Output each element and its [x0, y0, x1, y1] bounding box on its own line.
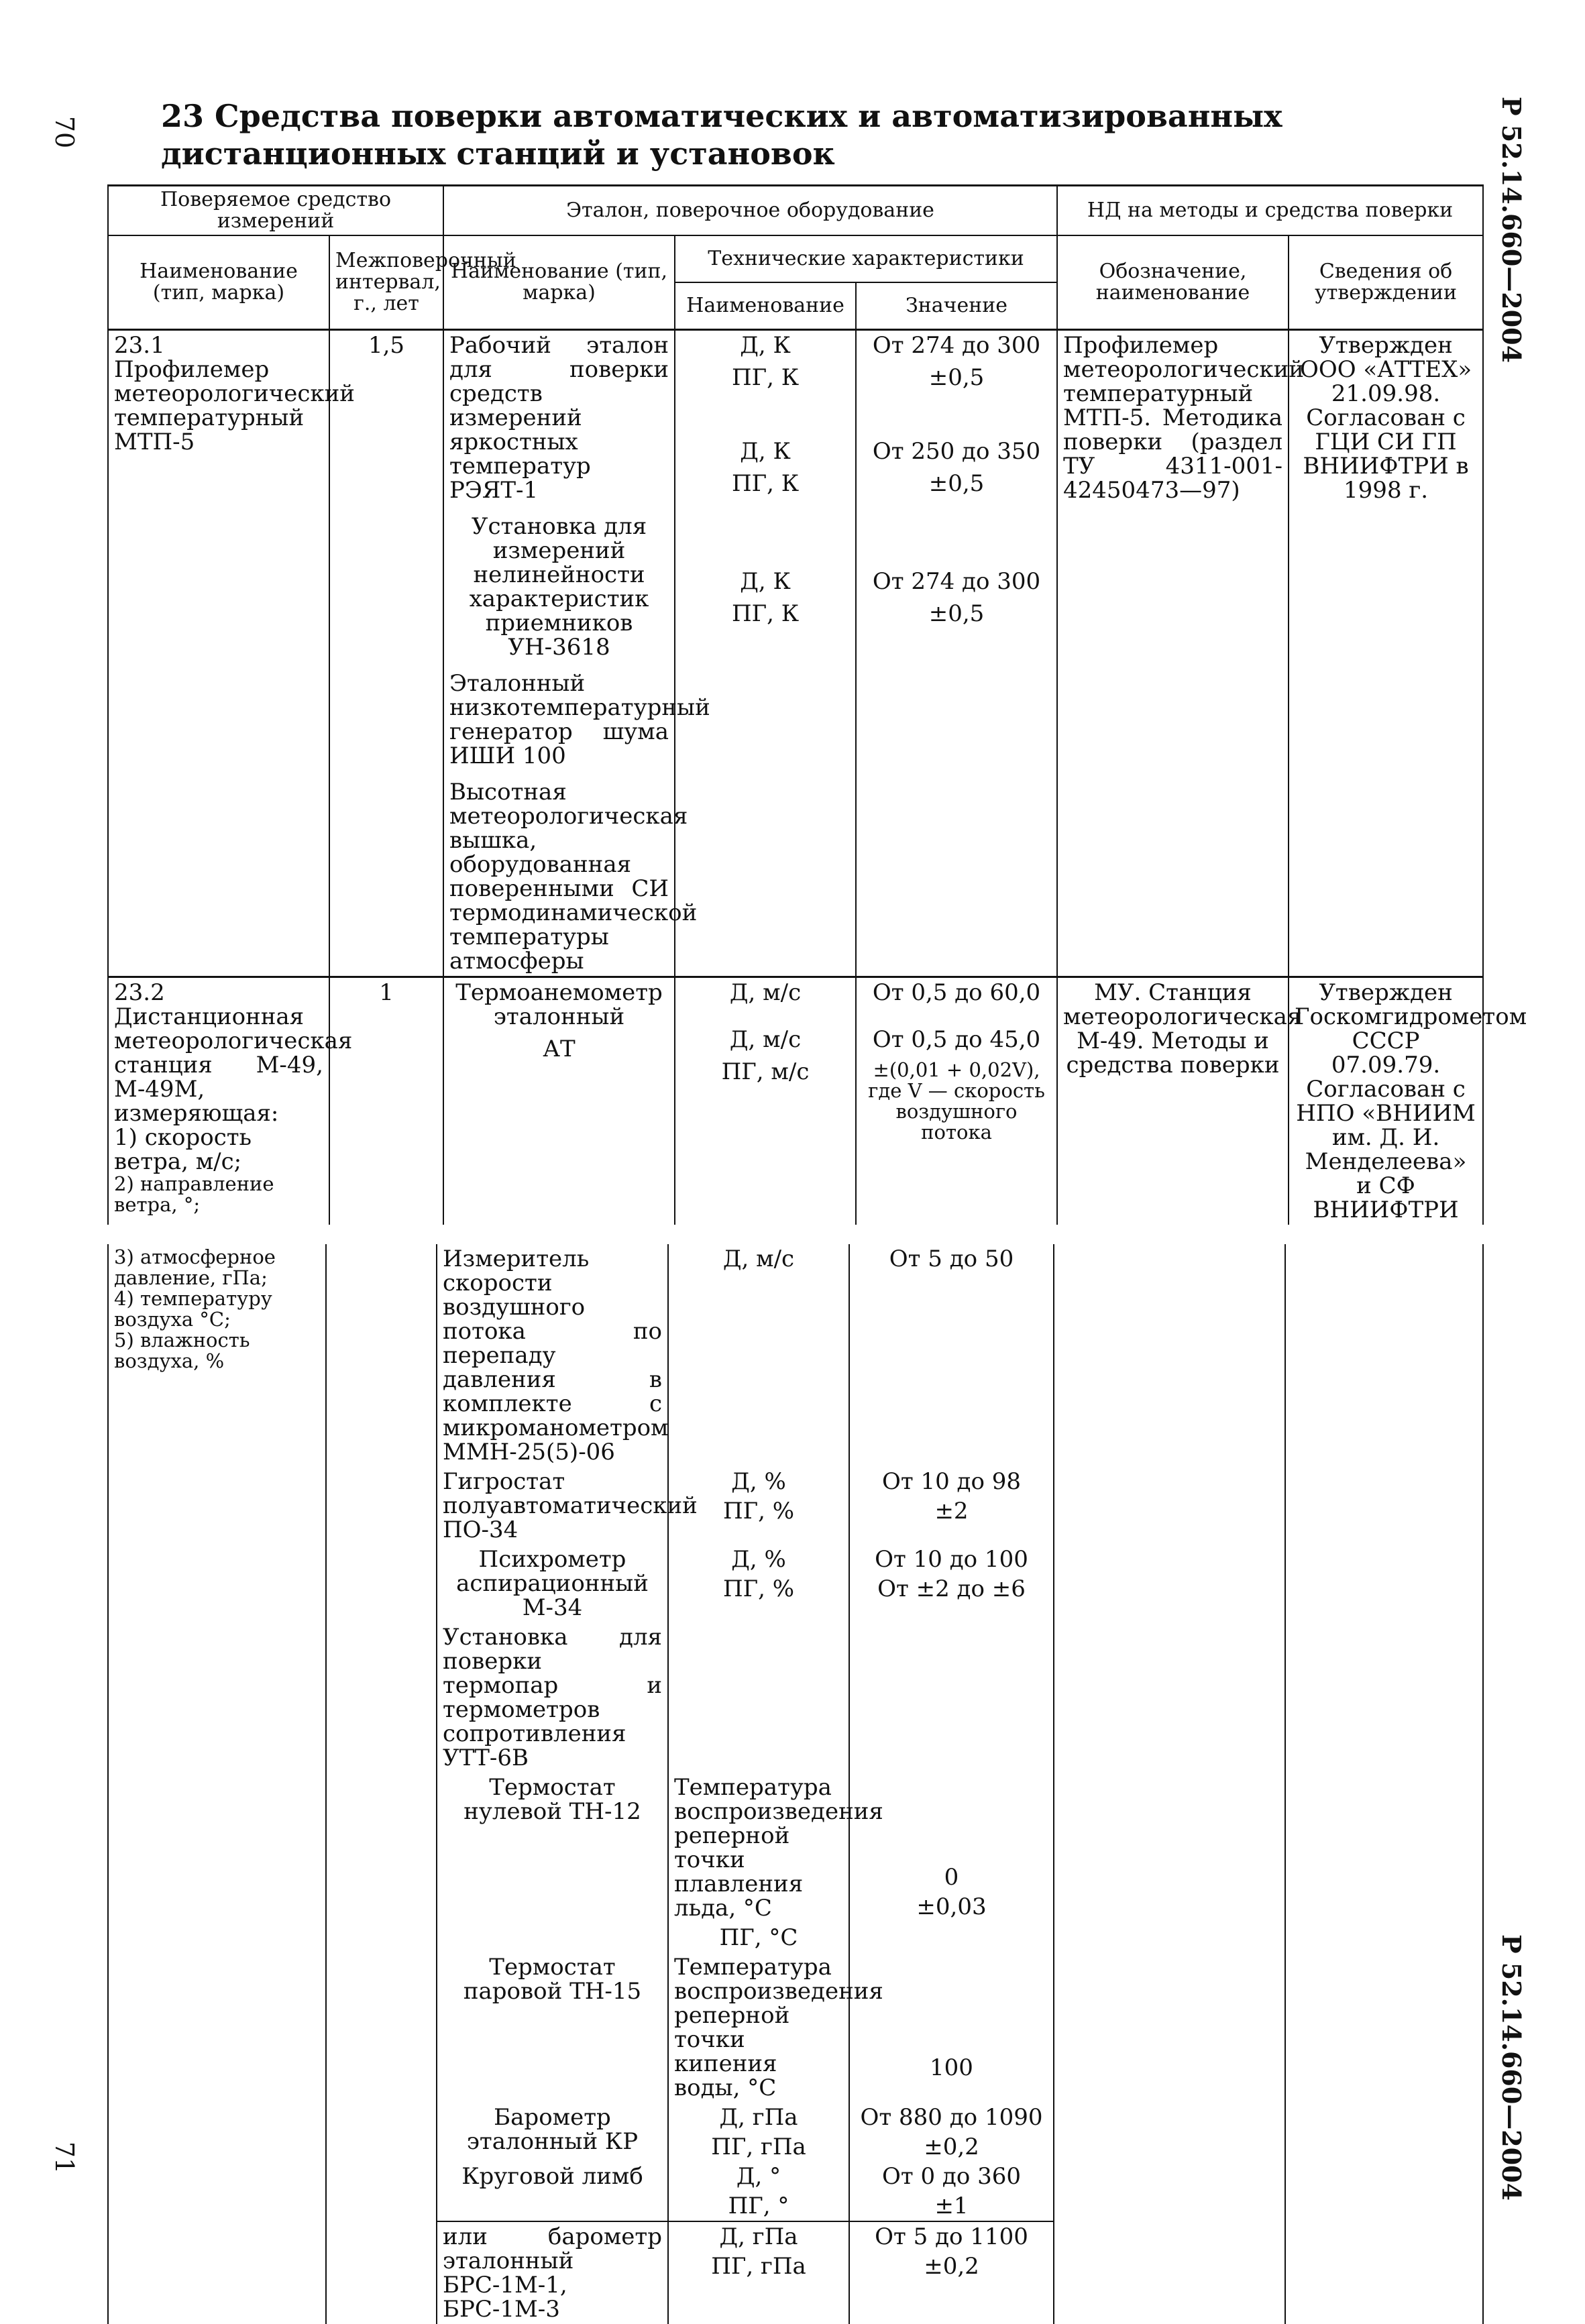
instrument-line: 5) влажность воздуха, % — [114, 1329, 250, 1372]
instrument-cell — [108, 1244, 326, 2324]
value-cell — [849, 1545, 1054, 1622]
header-row-sub — [108, 235, 1483, 282]
value-cell — [856, 977, 1057, 1225]
value: От ±2 до ±6 — [877, 1575, 1026, 1602]
designation-cell: Профилемер метеорологический температурный МТП-5. Методика поверки (раздел ТУ 4311-001-42450473—97) — [1057, 330, 1289, 977]
instrument-name: 23.1 Профилемер метеорологический температурный МТП-5 — [114, 332, 355, 455]
equipment-cell — [443, 330, 710, 977]
interval-cell: 1 — [329, 977, 443, 1225]
equipment-cell — [443, 977, 675, 1225]
header-interval: Межповерочный интервал, г., лет — [329, 235, 443, 330]
value: От 274 до 300 — [872, 332, 1041, 359]
characteristic-cell — [675, 330, 856, 977]
characteristic-cell — [668, 2221, 849, 2324]
characteristic-cell — [668, 1622, 849, 1773]
equipment-name: Барометр эталонный КР — [437, 2103, 668, 2162]
value: ±0,5 — [928, 364, 985, 391]
characteristic: Д, К — [740, 332, 791, 359]
characteristic-cell — [668, 2103, 849, 2162]
header-instrument-group: Поверяемое средство измерений — [108, 186, 443, 236]
table-row — [108, 1244, 1483, 1467]
value: ±0,2 — [924, 2253, 979, 2280]
characteristic-cell — [668, 1773, 883, 1952]
characteristic: Д, % — [731, 1468, 786, 1495]
header-approval: Сведения об утверждении — [1289, 235, 1483, 330]
characteristic-cell — [668, 1545, 849, 1622]
equipment-name: Измеритель скорости воздушного потока по перепаду давления в комплекте с микроманометром ММН-25(5)-06 — [437, 1244, 668, 1467]
running-head-bottom: Р 52.14.660—2004 — [1496, 1934, 1527, 2201]
value-cell — [849, 1952, 1054, 2103]
value-cell — [849, 1467, 1054, 1545]
value: ±2 — [934, 1498, 969, 1525]
characteristic: ПГ, °С — [719, 1924, 798, 1951]
characteristic: ПГ, К — [731, 364, 800, 391]
equipment-name: Термоанемометр эталонный — [455, 979, 663, 1030]
characteristic: Температура воспроизведения реперной точки плавления льда, °С — [674, 1774, 883, 1922]
value: От 5 до 50 — [849, 1244, 1054, 1467]
characteristic: Д, К — [740, 568, 791, 595]
value: От 10 до 98 — [881, 1468, 1022, 1495]
characteristic: ПГ, К — [731, 600, 800, 627]
header-etalon-group: Эталон, поверочное оборудование — [443, 186, 1057, 236]
characteristic: Д, м/с — [668, 1244, 849, 1467]
approval-cell: Утвержден ООО «АТТЕХ» 21.09.98. Согласован с ГЦИ СИ ГП ВНИИФТРИ в 1998 г. — [1289, 330, 1483, 977]
characteristic: Д, % — [731, 1546, 786, 1573]
header-tech-name: Наименование — [675, 282, 856, 330]
characteristic: ПГ, % — [722, 1498, 795, 1525]
equipment-name: Рабочий эталон для поверки средств измерений яркостных температур РЭЯТ-1 — [449, 332, 669, 504]
value-cell — [849, 1622, 1054, 1773]
characteristic: ПГ, % — [722, 1575, 795, 1602]
page-number-bottom: 71 — [50, 2141, 80, 2174]
header-nd-group: НД на методы и средства поверки — [1057, 186, 1483, 236]
value: 0 — [944, 1864, 959, 1891]
value: От 880 до 1090 — [860, 2104, 1043, 2131]
characteristic: Д, ° — [736, 2163, 781, 2190]
instrument-cell — [108, 977, 353, 1225]
value: ±0,5 — [928, 600, 985, 627]
approval-cell: Утвержден Госкомгидрометом СССР 07.09.79. Согласован с НПО «ВНИИМ им. Д. И. Менделеева» и СФ ВНИИФТРИ — [1289, 977, 1483, 1225]
instrument-line: 4) температуру воздуха °С; — [114, 1287, 272, 1331]
header-tech-value: Значение — [856, 282, 1057, 330]
characteristic: Д, м/с — [729, 979, 802, 1006]
characteristic-cell — [675, 977, 856, 1225]
designation-cell — [1054, 1244, 1285, 2324]
instrument-line: 3) атмосферное давление, гПа; — [114, 1246, 276, 1289]
instrument-cell — [108, 330, 355, 977]
designation-cell: МУ. Станция метеорологическая М-49. Методы и средства поверки — [1057, 977, 1289, 1225]
section-title: 23 Средства поверки автоматических и автоматизированных дистанционных станций и установок — [161, 98, 1282, 172]
value: ±0,2 — [924, 2134, 979, 2160]
characteristic: ПГ, К — [731, 470, 800, 497]
header-row-groups — [108, 186, 1483, 236]
characteristic: ПГ, гПа — [711, 2253, 806, 2280]
equipment-name: Установка для измерений нелинейности характеристик приемников УН-3618 — [469, 513, 649, 661]
characteristic: ПГ, ° — [728, 2193, 789, 2219]
value: ±(0,01 + 0,02V), где V — скорость воздушного потока — [868, 1058, 1045, 1144]
header-etalon-name: Наименование (тип, марка) — [443, 235, 675, 330]
interval-cell — [326, 1244, 437, 2324]
equipment-name: Установка для поверки термопар и термометров сопротивления УТТ-6В — [437, 1622, 668, 1773]
verification-table-continued — [107, 1244, 1484, 2324]
interval-cell: 1,5 — [329, 330, 443, 977]
value-cell — [849, 2162, 1054, 2221]
instrument-line: 2) направление ветра, °; — [114, 1172, 274, 1216]
equipment-name: Термостат нулевой ТН-12 — [437, 1773, 668, 1952]
value: ±1 — [934, 2193, 969, 2219]
characteristic: Д, м/с — [729, 1026, 802, 1053]
characteristic: Д, К — [740, 438, 791, 465]
value: 100 — [930, 2054, 973, 2081]
value: ±0,03 — [916, 1893, 987, 1920]
characteristic: Д, гПа — [719, 2104, 798, 2131]
equipment-name: Эталонный низкотемпературный генератор шума ИШИ 100 — [449, 670, 710, 769]
header-designation: Обозначение, наименование — [1057, 235, 1289, 330]
value-cell — [856, 330, 1057, 977]
equipment-name: Круговой лимб — [437, 2162, 668, 2221]
header-tech: Технические характеристики — [675, 235, 1057, 282]
instrument-line: 1) скорость ветра, м/с; — [114, 1124, 252, 1175]
characteristic: ПГ, гПа — [711, 2134, 806, 2160]
equipment-name: Высотная метеорологическая вышка, оборудованная поверенными СИ термодинамической температуры атмосферы — [449, 779, 698, 975]
equipment-name: АТ — [543, 1036, 576, 1062]
equipment-name: Гигростат полуавтоматический ПО-34 — [437, 1467, 668, 1545]
value: От 250 до 350 — [872, 438, 1041, 465]
value: От 5 до 1100 — [875, 2223, 1028, 2250]
characteristic-cell — [668, 2162, 849, 2221]
value: От 0 до 360 — [881, 2163, 1022, 2190]
equipment-name: Термостат паровой ТН-15 — [437, 1952, 668, 2103]
characteristic: ПГ, м/с — [721, 1058, 810, 1085]
characteristic-cell — [668, 1952, 883, 2103]
equipment-name: Психрометр аспирационный М-34 — [437, 1545, 668, 1622]
value: ±0,5 — [928, 470, 985, 497]
equipment-name: или барометр эталонный БРС-1М-1, БРС-1М-3 — [437, 2221, 668, 2324]
value-cell — [849, 2221, 1054, 2324]
value: От 274 до 300 — [872, 568, 1041, 595]
page-number-top: 70 — [50, 115, 80, 149]
characteristic: Температура воспроизведения реперной точки кипения воды, °С — [674, 1954, 883, 2101]
value: От 0,5 до 45,0 — [872, 1026, 1041, 1053]
value-cell — [849, 2103, 1054, 2162]
value: От 10 до 100 — [875, 1546, 1028, 1573]
table-row — [108, 977, 1483, 1225]
header-instrument-name: Наименование (тип, марка) — [108, 235, 329, 330]
approval-cell — [1285, 1244, 1483, 2324]
instrument-line: 23.2 Дистанционная метеорологическая станция М-49, М-49М, измеряющая: — [114, 979, 353, 1127]
value: От 0,5 до 60,0 — [872, 979, 1041, 1006]
characteristic: Д, гПа — [719, 2223, 798, 2250]
running-head-top: Р 52.14.660—2004 — [1496, 96, 1527, 364]
table-row — [108, 330, 1483, 977]
